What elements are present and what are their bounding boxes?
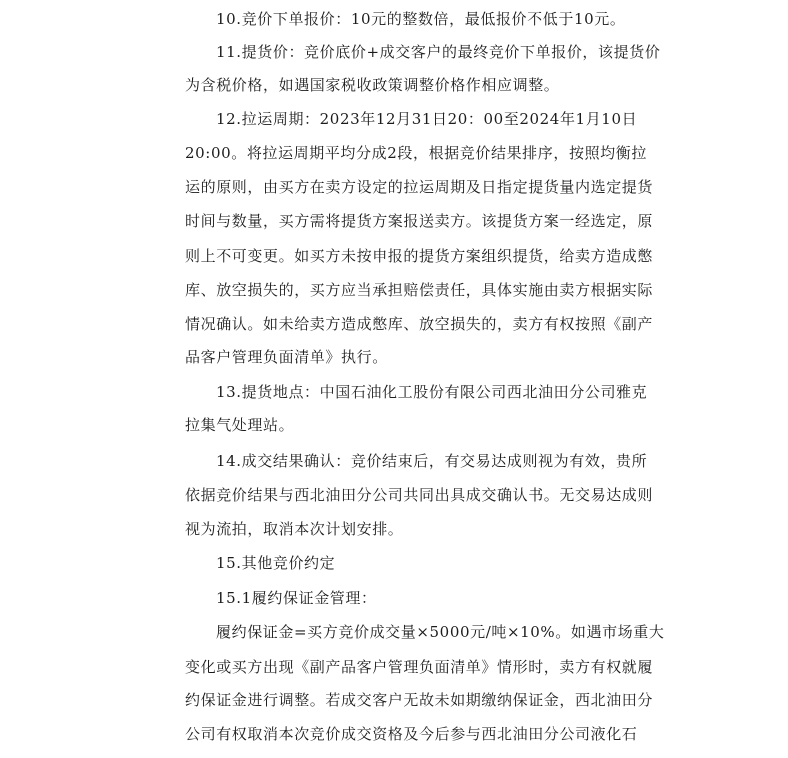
text-line-21: 约保证金进行调整。若成交客户无故未如期缴纳保证金，西北油田分 <box>185 691 654 709</box>
text-line-13: 拉集气处理站。 <box>185 416 295 434</box>
text-line-2: 11.提货价：竞价底价+成交客户的最终竞价下单报价，该提货价 <box>216 43 661 61</box>
text-line-17: 15.其他竞价约定 <box>216 554 336 572</box>
text-line-20: 变化或买方出现《副产品客户管理负面清单》情形时，卖方有权就履 <box>185 658 654 676</box>
text-line-22: 公司有权取消本次竞价成交资格及今后参与西北油田分公司液化石 <box>185 725 638 743</box>
text-line-4: 12.拉运周期：2023年12月31日20：00至2024年1月10日 <box>216 110 638 128</box>
text-line-18: 15.1履约保证金管理： <box>216 589 377 607</box>
text-line-15: 依据竞价结果与西北油田分公司共同出具成交确认书。无交易达成则 <box>185 486 654 504</box>
text-line-9: 库、放空损失的，买方应当承担赔偿责任，具体实施由卖方根据实际 <box>185 281 654 299</box>
text-line-1: 10.竞价下单报价：10元的整数倍，最低报价不低于10元。 <box>216 10 626 28</box>
text-line-6: 运的原则，由买方在卖方设定的拉运周期及日指定提货量内选定提货 <box>185 178 654 196</box>
text-line-19: 履约保证金=买方竞价成交量×5000元/吨×10%。如遇市场重大 <box>216 623 665 641</box>
text-line-11: 品客户管理负面清单》执行。 <box>185 348 388 366</box>
text-line-3: 为含税价格，如遇国家税收政策调整价格作相应调整。 <box>185 76 560 94</box>
text-line-8: 则上不可变更。如买方未按申报的提货方案组织提货，给卖方造成憋 <box>185 247 654 265</box>
text-line-16: 视为流拍，取消本次计划安排。 <box>185 520 404 538</box>
text-line-5: 20:00。将拉运周期平均分成2段，根据竞价结果排序，按照均衡拉 <box>185 144 647 162</box>
text-line-10: 情况确认。如未给卖方造成憋库、放空损失的，卖方有权按照《副产 <box>185 315 654 333</box>
text-line-12: 13.提货地点：中国石油化工股份有限公司西北油田分公司雅克 <box>216 383 648 401</box>
text-line-14: 14.成交结果确认：竞价结束后，有交易达成则视为有效，贵所 <box>216 452 648 470</box>
text-line-7: 时间与数量，买方需将提货方案报送卖方。该提货方案一经选定，原 <box>185 212 654 230</box>
